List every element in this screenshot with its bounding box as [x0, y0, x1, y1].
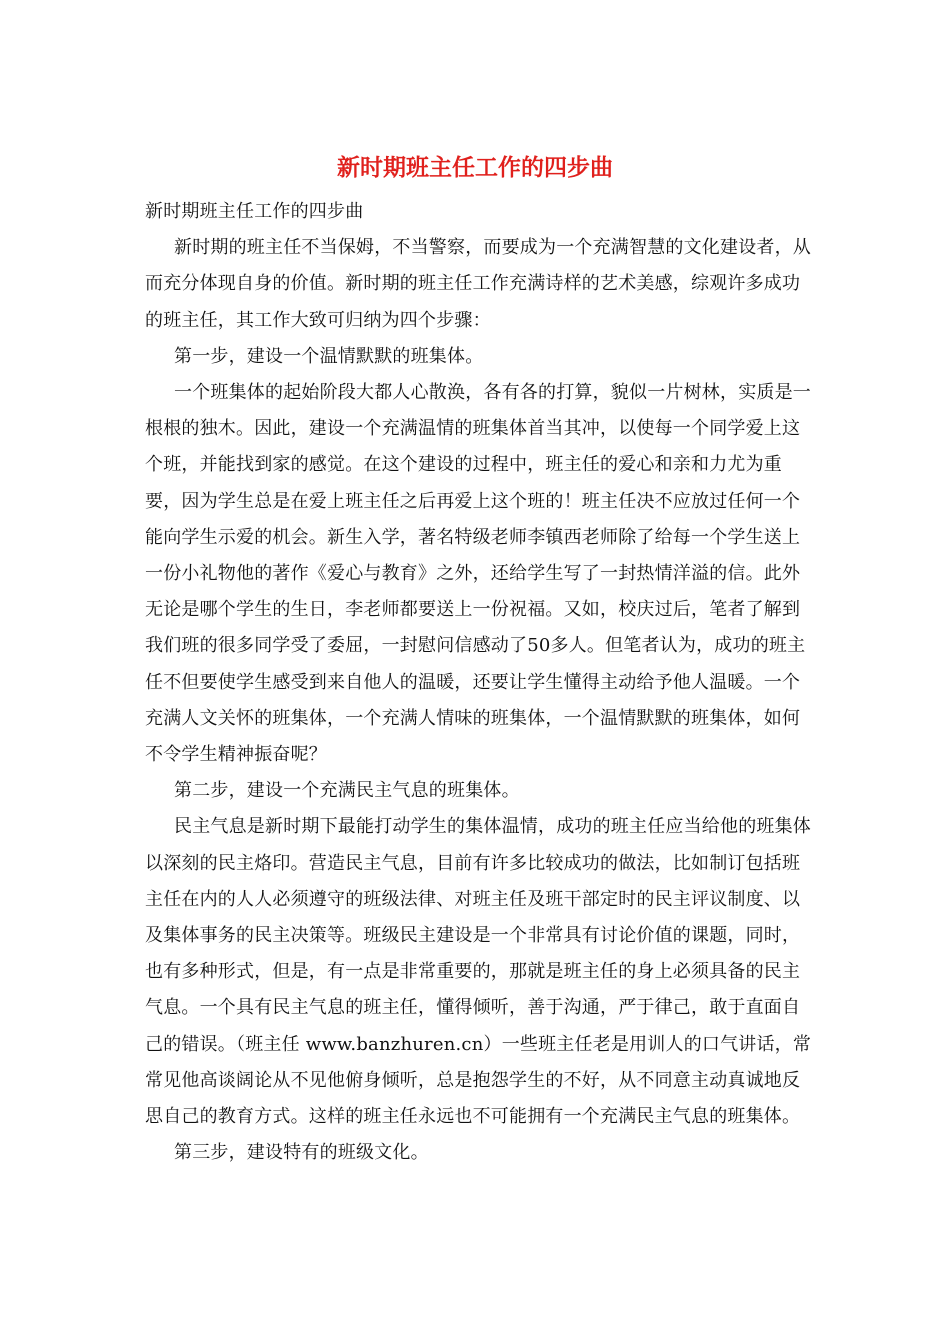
paragraph-step-one: 一个班集体的起始阶段大都人心散涣，各有各的打算，貌似一片树林，实质是一根根的独木。因此，建设一个充满温情的班集体首当其冲，以使每一个同学爱上这个班，并能找到家的感觉。在这个建设的过程中，班主任的爱心和亲和力尤为重要，因为学生总是在爱上班主任之后再爱上这个班的！班主任决不应放过任何一个能向学生示爱的机会。新生入学，著名特级老师李镇西老师除了给每一个学生送上一份小礼物他的著作《爱心与教育》之外，还给学生写了一封热情洋溢的信。此外无论是哪个学生的生日，李老师都要送上一份祝福。又如，校庆过后，笔者了解到我们班的很多同学受了委屈，一封慰问信感动了50多人。但笔者认为，成功的班主任不但要使学生感受到来自他人的温暖，还要让学生懂得主动给予他人温暖。一个充满人文关怀的班集体，一个充满人情味的班集体，一个温情默默的班集体，如何不令学生精神振奋呢？ [145, 382, 811, 766]
paragraph-step-two: 民主气息是新时期下最能打动学生的集体温情，成功的班主任应当给他的班集体以深刻的民主烙印。营造民主气息，目前有许多比较成功的做法，比如制订包括班主任在内的人人必须遵守的班级法律、对班主任及班干部定时的民主评议制度、以及集体事务的民主决策等。班级民主建设是一个非常具有讨论价值的课题，同时，也有多种形式，但是，有一点是非常重要的，那就是班主任的身上必须具备的民主气息。一个具有民主气息的班主任，懂得倾听，善于沟通，严于律己，敢于直面自己的错误。（班主任 www.banzhuren.cn）一些班主任老是用训人的口气讲话，常常见他高谈阔论从不见他俯身倾听，总是抱怨学生的不好，从不同意主动真诚地反思自己的教育方式。这样的班主任永远也不可能拥有一个充满民主气息的班集体。 [145, 816, 812, 1128]
document-subtitle: 新时期班主任工作的四步曲 [145, 201, 364, 222]
document-body [145, 194, 815, 1171]
paragraph-intro: 新时期的班主任不当保姆，不当警察，而要成为一个充满智慧的文化建设者，从而充分体现自身的价值。新时期的班主任工作充满诗样的艺术美感，综观许多成功的班主任，其工作大致可归纳为四个步骤： [145, 237, 811, 331]
step-one-heading: 第一步，建设一个温情默默的班集体。 [174, 345, 484, 367]
document-title: 新时期班主任工作的四步曲 [337, 154, 613, 181]
step-two-heading: 第二步，建设一个充满民主气息的班集体。 [174, 780, 520, 802]
step-three-heading: 第三步，建设特有的班级文化。 [174, 1142, 429, 1164]
